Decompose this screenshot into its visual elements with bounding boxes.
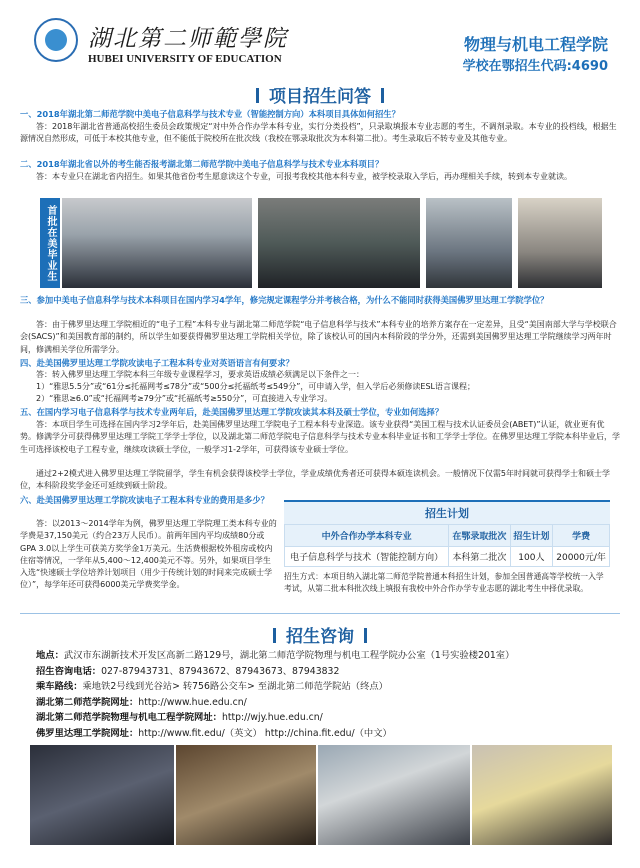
plan-major: 电子信息科学与技术（智能控制方向） (285, 547, 449, 567)
question-4: 四、赴美国佛罗里达理工学院攻读电子工程本科专业对英语语言有何要求？ (20, 358, 294, 368)
question-5: 五、在国内学习电子信息科学与技术专业两年后，赴美国佛罗里达理工学院攻读其本科及硕士学位，专业如何选择？ (20, 407, 444, 417)
contact-route (36, 679, 616, 695)
bottom-photo-4 (472, 745, 612, 845)
title-bar-right (364, 628, 367, 643)
title-bar-left (273, 628, 276, 643)
site3-label: 佛罗里达理工学院网址： (36, 727, 139, 739)
contact-phone (36, 664, 616, 680)
contact-info (36, 648, 616, 741)
page-header (0, 0, 640, 75)
plan-header-batch: 在鄂录取批次 (449, 525, 510, 547)
answer-5b: 通过2+2模式进入佛罗里达理工学院留学，学生有机会获得该校学士学位，学业成绩优秀者还可获得本硕连读机会。一般情况下仅需5年时间就可获得学士和硕士学位，本科阶段奖学金还可延续到硕士阶段。 (20, 469, 610, 491)
site2-label: 湖北第二师范学院物理与机电工程学院网址： (36, 712, 222, 723)
answer-5: 答：本项目学生可选择在国内学习2学年后，赴美国佛罗里达理工学院电子工程本科专业深造。该专业获得“美国工程与技术认证委员会(ABET)”认证，就业更有优势。修满学分可获得佛罗里达理工学院工学学士学位，以及湖北第二师范学院电子信息科学与技术专业本科毕业证书和工学学士学位。在佛罗里达理工学院本科毕业后，学生可选择该校电子工程专业，继续攻读硕士学位，一般学习1-2学年，可获得该专业硕士学位。 (20, 420, 620, 454)
enrollment-plan (284, 500, 610, 594)
question-1: 一、2018年湖北第二师范学院中美电子信息科学与技术专业（智能控制方向）本科项目具体如何招生？ (20, 109, 400, 119)
answer-2: 答：本专业只在湖北省内招生。如果其他省份考生愿意读这个专业，可报考我校其他本科专业，被学校录取入学后，再办理相关手续，转到本专业就读。 (36, 172, 572, 181)
admission-code: 学校在鄂招生代码:4690 (462, 59, 608, 74)
answer-3: 答：由于佛罗里达理工学院相近的“电子工程”本科专业与湖北第二师范学院“电子信息科学与技术”本科专业的培养方案存在一定差异，且受“美国南部大学与学校联合会(SACS)”和美国教育部的制约，所以学生如要获得佛罗里达理工学院相关学位，除了该校认可的国内本科阶段的学分外，还需到美国佛罗里达理工学院继续学习两年时间，修满相关学位所需学分。 (20, 320, 617, 354)
plan-title: 招生计划 (284, 500, 610, 524)
section-title-text: 招生咨询 (286, 627, 354, 647)
plan-header-row (285, 525, 610, 547)
plan-header-tuition: 学费 (553, 525, 610, 547)
plan-note: 招生方式：本项目纳入湖北第二师范学院普通本科招生计划，参加全国普通高等学校统一入学考试，从第二批本科批次线上填报有我校中外合作办学专业志愿的湖北考生中择优录取。 (284, 572, 604, 593)
bottom-photo-1 (30, 745, 174, 845)
phone-label: 招生咨询电话： (36, 665, 102, 677)
answer-6: 答：以2013～2014学年为例，佛罗里达理工学院理工类本科专业的学费是37,150美元（约合23万人民币）。前两年国内平均成绩80分或GPA 3.0以上学生可获美方奖学金1万美元。生活费根据校外租房或校内住宿等情况，一学年从5,400～12,400美元不等。另外，如果项目学生入选“快速硕士学位培养计划项目（用少于传统计划的时间来完成硕士学位）”，每学年还可获得6000美元学费奖学金。 (20, 519, 277, 590)
contact-site-3 (36, 726, 616, 742)
site1-link[interactable]: http://www.hue.edu.cn/ (138, 696, 247, 708)
plan-batch: 本科第二批次 (449, 547, 510, 567)
answer-4-item-2: 2）“雅思≥6.0”或“托福网考≥79分”或“托福纸考≥550分”，可直接进入专业学习。 (36, 394, 333, 403)
bottom-photo-3 (318, 745, 470, 845)
title-bar-right (381, 88, 384, 103)
address-value: 武汉市东湖新技术开发区高新二路129号，湖北第二师范学院物理与机电工程学院办公室（1号实验楼201室） (63, 650, 515, 661)
plan-header-quota: 招生计划 (510, 525, 553, 547)
section-title-qa (0, 82, 640, 107)
university-name-cn: 湖北第二师範學院 (88, 26, 288, 52)
section-divider (20, 613, 620, 614)
phone-value: 027-87943731、87943672、87943673、87943832 (101, 665, 340, 677)
site3-link[interactable]: http://www.fit.edu/（英文） http://china.fit.edu/（中文） (138, 727, 392, 739)
site2-link[interactable]: http://wjy.hue.edu.cn/ (221, 712, 323, 723)
graduates-photo-2 (258, 198, 420, 288)
answer-4: 答：转入佛罗里达理工学院本科三年级专业课程学习，要求英语成绩必须满足以下条件之一： (36, 370, 364, 379)
table-row (285, 547, 610, 567)
contact-site-2 (36, 710, 616, 726)
site1-label: 湖北第二师范学院网址： (36, 696, 139, 708)
graduates-photo-1 (62, 198, 252, 288)
answer-1: 答：2018年湖北省普通高校招生委员会政策规定“对中外合作办学本科专业，实行分类投档”，只录取填报本专业志愿的考生，不调剂录取。本专业的投档线，根据生源情况自然形成，可低于本校其他专业，但不能低于院校所在批次线（我校在鄂录取批次为本科第二批）。考生录取后不转专业及其他专业。 (20, 122, 617, 144)
plan-header-major: 中外合作办学本科专业 (285, 525, 449, 547)
plan-tuition: 20000元/年 (553, 547, 610, 567)
contact-address (36, 648, 616, 664)
question-6: 六、赴美国佛罗里达理工学院攻读电子工程本科专业的费用是多少？ (20, 495, 269, 505)
graduates-label: 首批在美毕业生 (40, 198, 60, 288)
answer-4-item-1: 1）“雅思5.5分”或“61分≤托福网考≤78分”或“500分≤托福纸考≤549分”，可申请入学，但入学后必须修读ESL语言课程； (36, 382, 475, 391)
route-label: 乘车路线： (36, 681, 83, 692)
route-value: 乘地铁2号线到光谷站> 转756路公交车> 至湖北第二师范学院站（终点） (82, 681, 388, 692)
plan-quota: 100人 (510, 547, 553, 567)
section-title-consult (0, 622, 640, 647)
graduates-photo-4 (518, 198, 602, 288)
university-logo (34, 18, 78, 62)
plan-table (284, 524, 610, 567)
question-2: 二、2018年湖北省以外的考生能否报考湖北第二师范学院中美电子信息科学与技术专业本科项目？ (20, 159, 384, 169)
contact-site-1 (36, 695, 616, 711)
question-3: 三、参加中美电子信息科学与技术本科项目在国内学习4学年，修完规定课程学分并考核合格，为什么不能同时获得美国佛罗里达理工学院学位？ (20, 295, 549, 305)
section-title-text: 项目招生问答 (269, 87, 371, 107)
college-name: 物理与机电工程学院 (463, 35, 608, 54)
bottom-photo-2 (176, 745, 316, 845)
university-name-en: HUBEI UNIVERSITY OF EDUCATION (88, 53, 282, 65)
graduates-photo-3 (426, 198, 512, 288)
address-label: 地点： (36, 650, 64, 661)
title-bar-left (256, 88, 259, 103)
